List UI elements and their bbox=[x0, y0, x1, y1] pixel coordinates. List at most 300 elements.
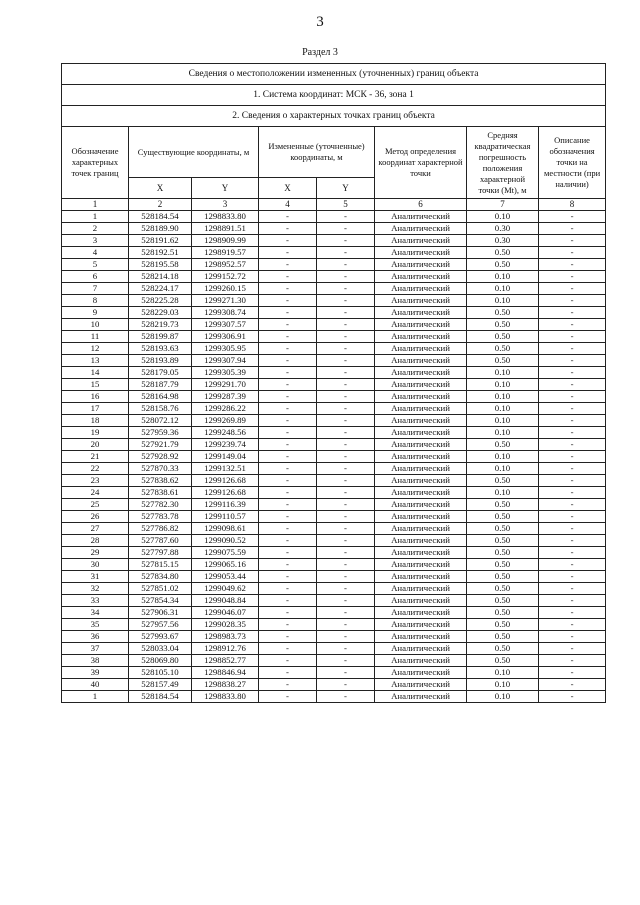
table-row bbox=[62, 283, 606, 295]
method-cell: Аналитический bbox=[375, 679, 467, 691]
mt-error-cell: 0.50 bbox=[467, 631, 539, 643]
table-row bbox=[62, 379, 606, 391]
table-row bbox=[62, 595, 606, 607]
x-changed-cell: - bbox=[259, 259, 317, 271]
method-cell: Аналитический bbox=[375, 259, 467, 271]
table-row bbox=[62, 223, 606, 235]
point-number-cell: 1 bbox=[62, 691, 129, 703]
point-number-cell: 35 bbox=[62, 619, 129, 631]
table-row bbox=[62, 631, 606, 643]
description-cell: - bbox=[539, 307, 606, 319]
y-changed-cell: - bbox=[317, 259, 375, 271]
description-cell: - bbox=[539, 643, 606, 655]
column-number: 7 bbox=[467, 199, 539, 211]
description-cell: - bbox=[539, 511, 606, 523]
point-number-cell: 16 bbox=[62, 391, 129, 403]
mt-error-cell: 0.50 bbox=[467, 511, 539, 523]
description-cell: - bbox=[539, 499, 606, 511]
x-existing-cell: 527786.82 bbox=[129, 523, 192, 535]
y-changed-cell: - bbox=[317, 211, 375, 223]
y-changed-cell: - bbox=[317, 523, 375, 535]
y-existing-cell: 1298852.77 bbox=[192, 655, 259, 667]
point-number-cell: 17 bbox=[62, 403, 129, 415]
y-existing-cell: 1299075.59 bbox=[192, 547, 259, 559]
x-existing-cell: 527783.78 bbox=[129, 511, 192, 523]
method-cell: Аналитический bbox=[375, 307, 467, 319]
x-existing-cell: 528192.51 bbox=[129, 247, 192, 259]
x-existing-cell: 528224.17 bbox=[129, 283, 192, 295]
description-cell: - bbox=[539, 271, 606, 283]
description-cell: - bbox=[539, 547, 606, 559]
point-number-cell: 5 bbox=[62, 259, 129, 271]
column-number: 2 bbox=[129, 199, 192, 211]
y-existing-cell: 1298838.27 bbox=[192, 679, 259, 691]
x-existing-cell: 528189.90 bbox=[129, 223, 192, 235]
point-number-cell: 30 bbox=[62, 559, 129, 571]
y-existing-cell: 1299307.94 bbox=[192, 355, 259, 367]
description-cell: - bbox=[539, 583, 606, 595]
method-cell: Аналитический bbox=[375, 559, 467, 571]
x-changed-cell: - bbox=[259, 463, 317, 475]
point-number-cell: 37 bbox=[62, 643, 129, 655]
point-number-cell: 22 bbox=[62, 463, 129, 475]
x-changed-cell: - bbox=[259, 475, 317, 487]
x-changed-cell: - bbox=[259, 511, 317, 523]
mt-error-cell: 0.10 bbox=[467, 271, 539, 283]
method-cell: Аналитический bbox=[375, 439, 467, 451]
description-cell: - bbox=[539, 379, 606, 391]
x-changed-cell: - bbox=[259, 391, 317, 403]
x-existing-cell: 528033.04 bbox=[129, 643, 192, 655]
y-changed-cell: - bbox=[317, 451, 375, 463]
x-changed-cell: - bbox=[259, 679, 317, 691]
mt-error-cell: 0.50 bbox=[467, 595, 539, 607]
description-cell: - bbox=[539, 415, 606, 427]
mt-error-cell: 0.10 bbox=[467, 451, 539, 463]
method-cell: Аналитический bbox=[375, 403, 467, 415]
method-cell: Аналитический bbox=[375, 271, 467, 283]
table-row bbox=[62, 655, 606, 667]
table-row bbox=[62, 391, 606, 403]
x-existing-cell: 528164.98 bbox=[129, 391, 192, 403]
y-existing-cell: 1299132.51 bbox=[192, 463, 259, 475]
description-cell: - bbox=[539, 595, 606, 607]
mt-error-cell: 0.10 bbox=[467, 463, 539, 475]
point-number-cell: 18 bbox=[62, 415, 129, 427]
x-existing-cell: 527782.30 bbox=[129, 499, 192, 511]
y-existing-cell: 1299248.56 bbox=[192, 427, 259, 439]
x-existing-cell: 528193.63 bbox=[129, 343, 192, 355]
point-number-cell: 4 bbox=[62, 247, 129, 259]
method-cell: Аналитический bbox=[375, 595, 467, 607]
table-row bbox=[62, 607, 606, 619]
x-existing-cell: 527959.36 bbox=[129, 427, 192, 439]
table-row bbox=[62, 463, 606, 475]
x-existing-cell: 527815.15 bbox=[129, 559, 192, 571]
table-row bbox=[62, 295, 606, 307]
points-caption: 2. Сведения о характерных точках границ объекта bbox=[62, 106, 606, 127]
x-changed-cell: - bbox=[259, 499, 317, 511]
column-number: 3 bbox=[192, 199, 259, 211]
x-changed-cell: - bbox=[259, 631, 317, 643]
y-existing-cell: 1299306.91 bbox=[192, 331, 259, 343]
x-existing-cell: 527870.33 bbox=[129, 463, 192, 475]
point-number-cell: 25 bbox=[62, 499, 129, 511]
mt-error-cell: 0.10 bbox=[467, 379, 539, 391]
table-row bbox=[62, 247, 606, 259]
header-y-changed: Y bbox=[317, 178, 375, 199]
mt-error-cell: 0.10 bbox=[467, 403, 539, 415]
y-existing-cell: 1299046.07 bbox=[192, 607, 259, 619]
point-number-cell: 33 bbox=[62, 595, 129, 607]
table-row bbox=[62, 583, 606, 595]
description-cell: - bbox=[539, 487, 606, 499]
mt-error-cell: 0.50 bbox=[467, 343, 539, 355]
column-number: 4 bbox=[259, 199, 317, 211]
point-number-cell: 26 bbox=[62, 511, 129, 523]
description-cell: - bbox=[539, 247, 606, 259]
method-cell: Аналитический bbox=[375, 667, 467, 679]
mt-error-cell: 0.50 bbox=[467, 559, 539, 571]
method-cell: Аналитический bbox=[375, 607, 467, 619]
method-cell: Аналитический bbox=[375, 235, 467, 247]
description-cell: - bbox=[539, 439, 606, 451]
y-changed-cell: - bbox=[317, 295, 375, 307]
table-title: Сведения о местоположении измененных (уточненных) границ объекта bbox=[62, 64, 606, 85]
y-changed-cell: - bbox=[317, 331, 375, 343]
x-changed-cell: - bbox=[259, 283, 317, 295]
method-cell: Аналитический bbox=[375, 319, 467, 331]
table-row bbox=[62, 271, 606, 283]
table-row bbox=[62, 691, 606, 703]
description-cell: - bbox=[539, 391, 606, 403]
method-cell: Аналитический bbox=[375, 487, 467, 499]
header-existing: Существующие координаты, м bbox=[129, 127, 259, 178]
x-changed-cell: - bbox=[259, 343, 317, 355]
x-existing-cell: 527921.79 bbox=[129, 439, 192, 451]
y-changed-cell: - bbox=[317, 487, 375, 499]
description-cell: - bbox=[539, 463, 606, 475]
method-cell: Аналитический bbox=[375, 331, 467, 343]
x-changed-cell: - bbox=[259, 427, 317, 439]
section-label: Раздел 3 bbox=[302, 47, 338, 58]
point-number-cell: 1 bbox=[62, 211, 129, 223]
point-number-cell: 31 bbox=[62, 571, 129, 583]
y-existing-cell: 1298833.80 bbox=[192, 211, 259, 223]
method-cell: Аналитический bbox=[375, 355, 467, 367]
method-cell: Аналитический bbox=[375, 427, 467, 439]
method-cell: Аналитический bbox=[375, 499, 467, 511]
y-changed-cell: - bbox=[317, 367, 375, 379]
table-row bbox=[62, 355, 606, 367]
method-cell: Аналитический bbox=[375, 463, 467, 475]
y-existing-cell: 1299126.68 bbox=[192, 475, 259, 487]
y-existing-cell: 1299048.84 bbox=[192, 595, 259, 607]
point-number-cell: 21 bbox=[62, 451, 129, 463]
mt-error-cell: 0.50 bbox=[467, 475, 539, 487]
method-cell: Аналитический bbox=[375, 415, 467, 427]
y-changed-cell: - bbox=[317, 595, 375, 607]
y-changed-cell: - bbox=[317, 619, 375, 631]
x-changed-cell: - bbox=[259, 607, 317, 619]
y-existing-cell: 1298983.73 bbox=[192, 631, 259, 643]
table-row bbox=[62, 499, 606, 511]
y-changed-cell: - bbox=[317, 667, 375, 679]
x-existing-cell: 528179.05 bbox=[129, 367, 192, 379]
y-existing-cell: 1299098.61 bbox=[192, 523, 259, 535]
table-row bbox=[62, 439, 606, 451]
point-number-cell: 19 bbox=[62, 427, 129, 439]
x-existing-cell: 528158.76 bbox=[129, 403, 192, 415]
y-changed-cell: - bbox=[317, 571, 375, 583]
method-cell: Аналитический bbox=[375, 391, 467, 403]
y-changed-cell: - bbox=[317, 655, 375, 667]
header-designation: Обозначение характерных точек границ bbox=[62, 127, 129, 199]
y-changed-cell: - bbox=[317, 439, 375, 451]
y-changed-cell: - bbox=[317, 691, 375, 703]
y-changed-cell: - bbox=[317, 271, 375, 283]
y-changed-cell: - bbox=[317, 679, 375, 691]
method-cell: Аналитический bbox=[375, 583, 467, 595]
x-existing-cell: 527957.56 bbox=[129, 619, 192, 631]
mt-error-cell: 0.50 bbox=[467, 307, 539, 319]
mt-error-cell: 0.50 bbox=[467, 439, 539, 451]
table-row bbox=[62, 427, 606, 439]
description-cell: - bbox=[539, 523, 606, 535]
y-changed-cell: - bbox=[317, 427, 375, 439]
x-existing-cell: 527834.80 bbox=[129, 571, 192, 583]
x-changed-cell: - bbox=[259, 355, 317, 367]
description-cell: - bbox=[539, 535, 606, 547]
point-number-cell: 10 bbox=[62, 319, 129, 331]
x-existing-cell: 528229.03 bbox=[129, 307, 192, 319]
x-existing-cell: 528184.54 bbox=[129, 691, 192, 703]
description-cell: - bbox=[539, 667, 606, 679]
y-changed-cell: - bbox=[317, 355, 375, 367]
y-changed-cell: - bbox=[317, 463, 375, 475]
x-existing-cell: 528072.12 bbox=[129, 415, 192, 427]
description-cell: - bbox=[539, 607, 606, 619]
mt-error-cell: 0.50 bbox=[467, 619, 539, 631]
y-changed-cell: - bbox=[317, 583, 375, 595]
point-number-cell: 39 bbox=[62, 667, 129, 679]
description-cell: - bbox=[539, 331, 606, 343]
y-existing-cell: 1298952.57 bbox=[192, 259, 259, 271]
y-existing-cell: 1299049.62 bbox=[192, 583, 259, 595]
x-existing-cell: 528187.79 bbox=[129, 379, 192, 391]
x-changed-cell: - bbox=[259, 583, 317, 595]
x-existing-cell: 528069.80 bbox=[129, 655, 192, 667]
y-changed-cell: - bbox=[317, 475, 375, 487]
x-changed-cell: - bbox=[259, 367, 317, 379]
y-existing-cell: 1299126.68 bbox=[192, 487, 259, 499]
point-number-cell: 3 bbox=[62, 235, 129, 247]
mt-error-cell: 0.50 bbox=[467, 607, 539, 619]
method-cell: Аналитический bbox=[375, 343, 467, 355]
mt-error-cell: 0.50 bbox=[467, 259, 539, 271]
x-existing-cell: 527838.61 bbox=[129, 487, 192, 499]
point-number-cell: 34 bbox=[62, 607, 129, 619]
description-cell: - bbox=[539, 403, 606, 415]
table-row bbox=[62, 559, 606, 571]
mt-error-cell: 0.10 bbox=[467, 487, 539, 499]
point-number-cell: 14 bbox=[62, 367, 129, 379]
y-existing-cell: 1299271.30 bbox=[192, 295, 259, 307]
table-row bbox=[62, 331, 606, 343]
column-number: 1 bbox=[62, 199, 129, 211]
mt-error-cell: 0.50 bbox=[467, 331, 539, 343]
y-existing-cell: 1298833.80 bbox=[192, 691, 259, 703]
y-changed-cell: - bbox=[317, 391, 375, 403]
x-existing-cell: 528219.73 bbox=[129, 319, 192, 331]
table-row bbox=[62, 547, 606, 559]
description-cell: - bbox=[539, 679, 606, 691]
x-changed-cell: - bbox=[259, 295, 317, 307]
description-cell: - bbox=[539, 571, 606, 583]
point-number-cell: 6 bbox=[62, 271, 129, 283]
x-existing-cell: 528105.10 bbox=[129, 667, 192, 679]
x-existing-cell: 527928.92 bbox=[129, 451, 192, 463]
table-row bbox=[62, 235, 606, 247]
point-number-cell: 23 bbox=[62, 475, 129, 487]
point-number-cell: 13 bbox=[62, 355, 129, 367]
y-changed-cell: - bbox=[317, 247, 375, 259]
point-number-cell: 8 bbox=[62, 295, 129, 307]
mt-error-cell: 0.50 bbox=[467, 583, 539, 595]
description-cell: - bbox=[539, 295, 606, 307]
y-changed-cell: - bbox=[317, 343, 375, 355]
mt-error-cell: 0.50 bbox=[467, 499, 539, 511]
x-changed-cell: - bbox=[259, 271, 317, 283]
column-number: 8 bbox=[539, 199, 606, 211]
y-changed-cell: - bbox=[317, 415, 375, 427]
y-changed-cell: - bbox=[317, 607, 375, 619]
table-row bbox=[62, 571, 606, 583]
description-cell: - bbox=[539, 235, 606, 247]
x-changed-cell: - bbox=[259, 535, 317, 547]
mt-error-cell: 0.10 bbox=[467, 679, 539, 691]
x-changed-cell: - bbox=[259, 691, 317, 703]
y-existing-cell: 1299149.04 bbox=[192, 451, 259, 463]
method-cell: Аналитический bbox=[375, 643, 467, 655]
table-row bbox=[62, 619, 606, 631]
table-row bbox=[62, 211, 606, 223]
table-row bbox=[62, 643, 606, 655]
y-existing-cell: 1299090.52 bbox=[192, 535, 259, 547]
y-changed-cell: - bbox=[317, 223, 375, 235]
x-changed-cell: - bbox=[259, 643, 317, 655]
y-existing-cell: 1298912.76 bbox=[192, 643, 259, 655]
x-changed-cell: - bbox=[259, 523, 317, 535]
table-row bbox=[62, 319, 606, 331]
description-cell: - bbox=[539, 691, 606, 703]
x-changed-cell: - bbox=[259, 547, 317, 559]
method-cell: Аналитический bbox=[375, 475, 467, 487]
column-number: 6 bbox=[375, 199, 467, 211]
mt-error-cell: 0.50 bbox=[467, 571, 539, 583]
y-changed-cell: - bbox=[317, 379, 375, 391]
y-changed-cell: - bbox=[317, 307, 375, 319]
description-cell: - bbox=[539, 475, 606, 487]
table-row bbox=[62, 343, 606, 355]
x-changed-cell: - bbox=[259, 379, 317, 391]
mt-error-cell: 0.50 bbox=[467, 247, 539, 259]
table-row bbox=[62, 535, 606, 547]
x-existing-cell: 528214.18 bbox=[129, 271, 192, 283]
y-existing-cell: 1298909.99 bbox=[192, 235, 259, 247]
y-changed-cell: - bbox=[317, 319, 375, 331]
x-existing-cell: 527851.02 bbox=[129, 583, 192, 595]
method-cell: Аналитический bbox=[375, 211, 467, 223]
method-cell: Аналитический bbox=[375, 451, 467, 463]
method-cell: Аналитический bbox=[375, 547, 467, 559]
description-cell: - bbox=[539, 223, 606, 235]
x-existing-cell: 528184.54 bbox=[129, 211, 192, 223]
point-number-cell: 9 bbox=[62, 307, 129, 319]
table-row bbox=[62, 679, 606, 691]
description-cell: - bbox=[539, 367, 606, 379]
y-existing-cell: 1299239.74 bbox=[192, 439, 259, 451]
table-row bbox=[62, 475, 606, 487]
table-row bbox=[62, 307, 606, 319]
x-changed-cell: - bbox=[259, 487, 317, 499]
y-existing-cell: 1299287.39 bbox=[192, 391, 259, 403]
y-changed-cell: - bbox=[317, 511, 375, 523]
y-changed-cell: - bbox=[317, 535, 375, 547]
x-existing-cell: 528199.87 bbox=[129, 331, 192, 343]
description-cell: - bbox=[539, 427, 606, 439]
description-cell: - bbox=[539, 655, 606, 667]
x-changed-cell: - bbox=[259, 403, 317, 415]
x-existing-cell: 528225.28 bbox=[129, 295, 192, 307]
x-existing-cell: 527906.31 bbox=[129, 607, 192, 619]
y-changed-cell: - bbox=[317, 643, 375, 655]
point-number-cell: 7 bbox=[62, 283, 129, 295]
y-changed-cell: - bbox=[317, 283, 375, 295]
y-existing-cell: 1299308.74 bbox=[192, 307, 259, 319]
y-existing-cell: 1299110.57 bbox=[192, 511, 259, 523]
header-changed: Измененные (уточненные) координаты, м bbox=[259, 127, 375, 178]
mt-error-cell: 0.50 bbox=[467, 355, 539, 367]
table-row bbox=[62, 487, 606, 499]
y-changed-cell: - bbox=[317, 547, 375, 559]
table-row bbox=[62, 367, 606, 379]
y-existing-cell: 1299028.35 bbox=[192, 619, 259, 631]
mt-error-cell: 0.10 bbox=[467, 391, 539, 403]
x-changed-cell: - bbox=[259, 619, 317, 631]
mt-error-cell: 0.10 bbox=[467, 667, 539, 679]
point-number-cell: 2 bbox=[62, 223, 129, 235]
x-existing-cell: 528195.58 bbox=[129, 259, 192, 271]
y-existing-cell: 1299307.57 bbox=[192, 319, 259, 331]
x-changed-cell: - bbox=[259, 667, 317, 679]
mt-error-cell: 0.10 bbox=[467, 367, 539, 379]
point-number-cell: 40 bbox=[62, 679, 129, 691]
table-row bbox=[62, 667, 606, 679]
boundary-points-table bbox=[61, 63, 606, 703]
description-cell: - bbox=[539, 559, 606, 571]
mt-error-cell: 0.50 bbox=[467, 643, 539, 655]
mt-error-cell: 0.50 bbox=[467, 655, 539, 667]
mt-error-cell: 0.50 bbox=[467, 547, 539, 559]
x-changed-cell: - bbox=[259, 223, 317, 235]
mt-error-cell: 0.10 bbox=[467, 295, 539, 307]
x-existing-cell: 527797.88 bbox=[129, 547, 192, 559]
description-cell: - bbox=[539, 283, 606, 295]
description-cell: - bbox=[539, 451, 606, 463]
x-changed-cell: - bbox=[259, 235, 317, 247]
y-existing-cell: 1298891.51 bbox=[192, 223, 259, 235]
